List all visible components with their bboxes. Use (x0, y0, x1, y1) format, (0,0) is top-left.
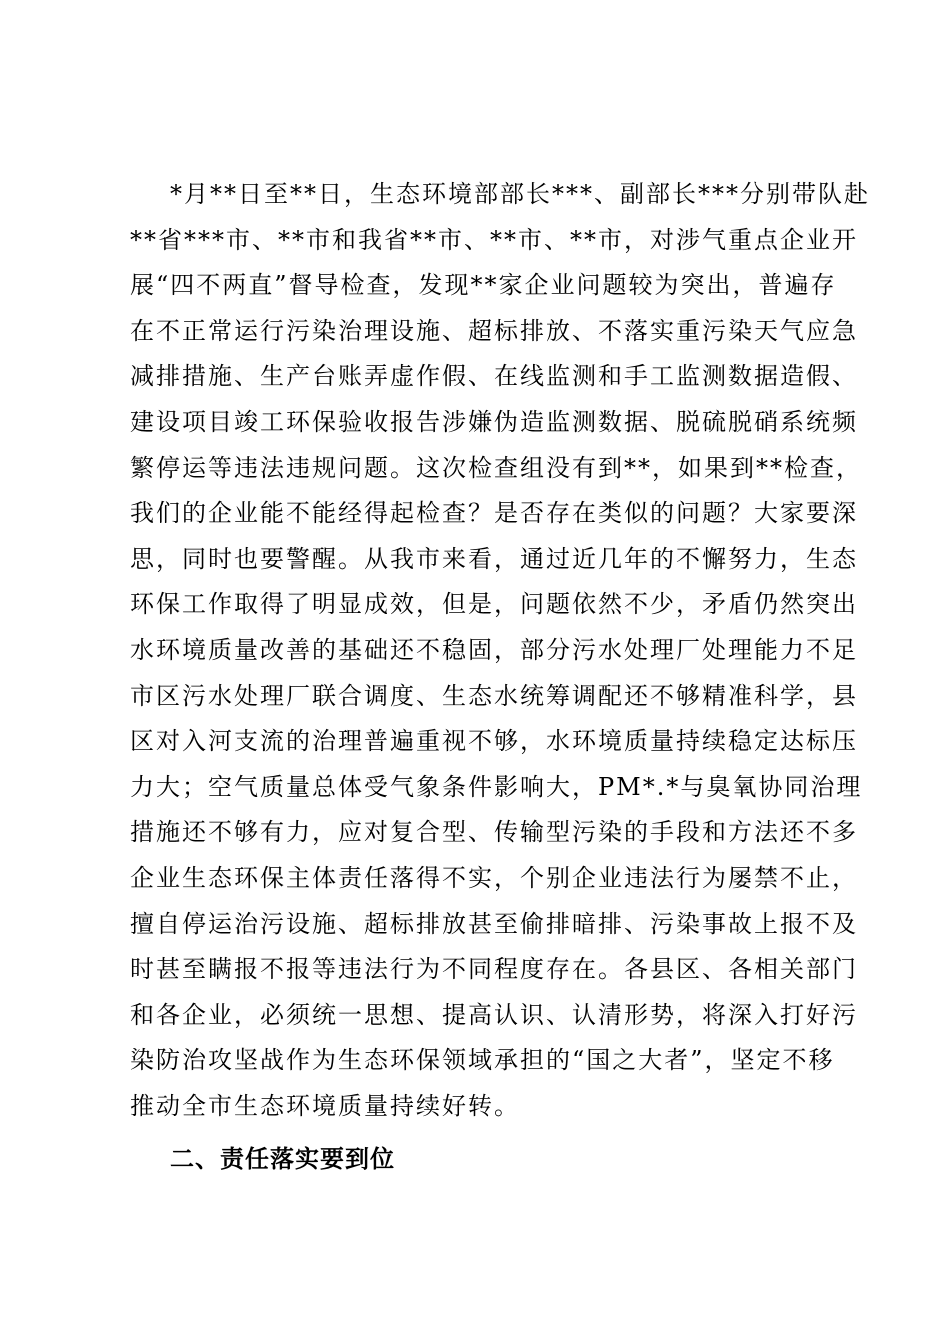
paragraph-line: 我们的企业能不能经得起检查？是否存在类似的问题？大家要深 (130, 499, 858, 528)
paragraph-line: **省***市、**市和我省**市、**市、**市，对涉气重点企业开 (130, 225, 858, 254)
paragraph-line: 减排措施、生产台账弄虚作假、在线监测和手工监测数据造假、 (130, 362, 858, 391)
paragraph-line: *月**日至**日，生态环境部部长***、副部长***分别带队赴 (170, 180, 870, 208)
paragraph-line: 染防治攻坚战作为生态环保领域承担的“国之大者”，坚定不移 (130, 1046, 835, 1075)
paragraph-line: 擅自停运治污设施、超标排放甚至偷排暗排、污染事故上报不及 (130, 909, 858, 938)
paragraph-line: 企业生态环保主体责任落得不实，个别企业违法行为屡禁不止， (130, 863, 858, 892)
paragraph-line: 繁停运等违法违规问题。这次检查组没有到**，如果到**检查， (130, 453, 862, 482)
section-heading: 二、责任落实要到位 (170, 1145, 395, 1173)
paragraph-line: 建设项目竣工环保验收报告涉嫌伪造监测数据、脱硫脱硝系统频 (130, 407, 858, 436)
paragraph-line: 水环境质量改善的基础还不稳固，部分污水处理厂处理能力不足 (130, 635, 858, 664)
paragraph-line: 措施还不够有力，应对复合型、传输型污染的手段和方法还不多 (130, 818, 858, 847)
paragraph-line: 市区污水处理厂联合调度、生态水统筹调配还不够精准科学，县 (130, 681, 858, 710)
paragraph-line: 推动全市生态环境质量持续好转。 (130, 1091, 520, 1120)
paragraph-line: 力大；空气质量总体受气象条件影响大，PM*.*与臭氧协同治理 (130, 772, 863, 801)
paragraph-line: 时甚至瞒报不报等违法行为不同程度存在。各县区、各相关部门 (130, 955, 858, 984)
paragraph-line: 环保工作取得了明显成效，但是，问题依然不少，矛盾仍然突出 (130, 590, 858, 619)
paragraph-line: 展“四不两直”督导检查，发现**家企业问题较为突出，普遍存 (130, 271, 837, 300)
paragraph-line: 区对入河支流的治理普遍重视不够，水环境质量持续稳定达标压 (130, 727, 858, 756)
paragraph-line: 在不正常运行污染治理设施、超标排放、不落实重污染天气应急 (130, 316, 858, 345)
paragraph-line: 和各企业，必须统一思想、提高认识、认清形势，将深入打好污 (130, 1000, 858, 1029)
paragraph-line: 思，同时也要警醒。从我市来看，通过近几年的不懈努力，生态 (130, 544, 858, 573)
body-paragraph (130, 172, 870, 1129)
